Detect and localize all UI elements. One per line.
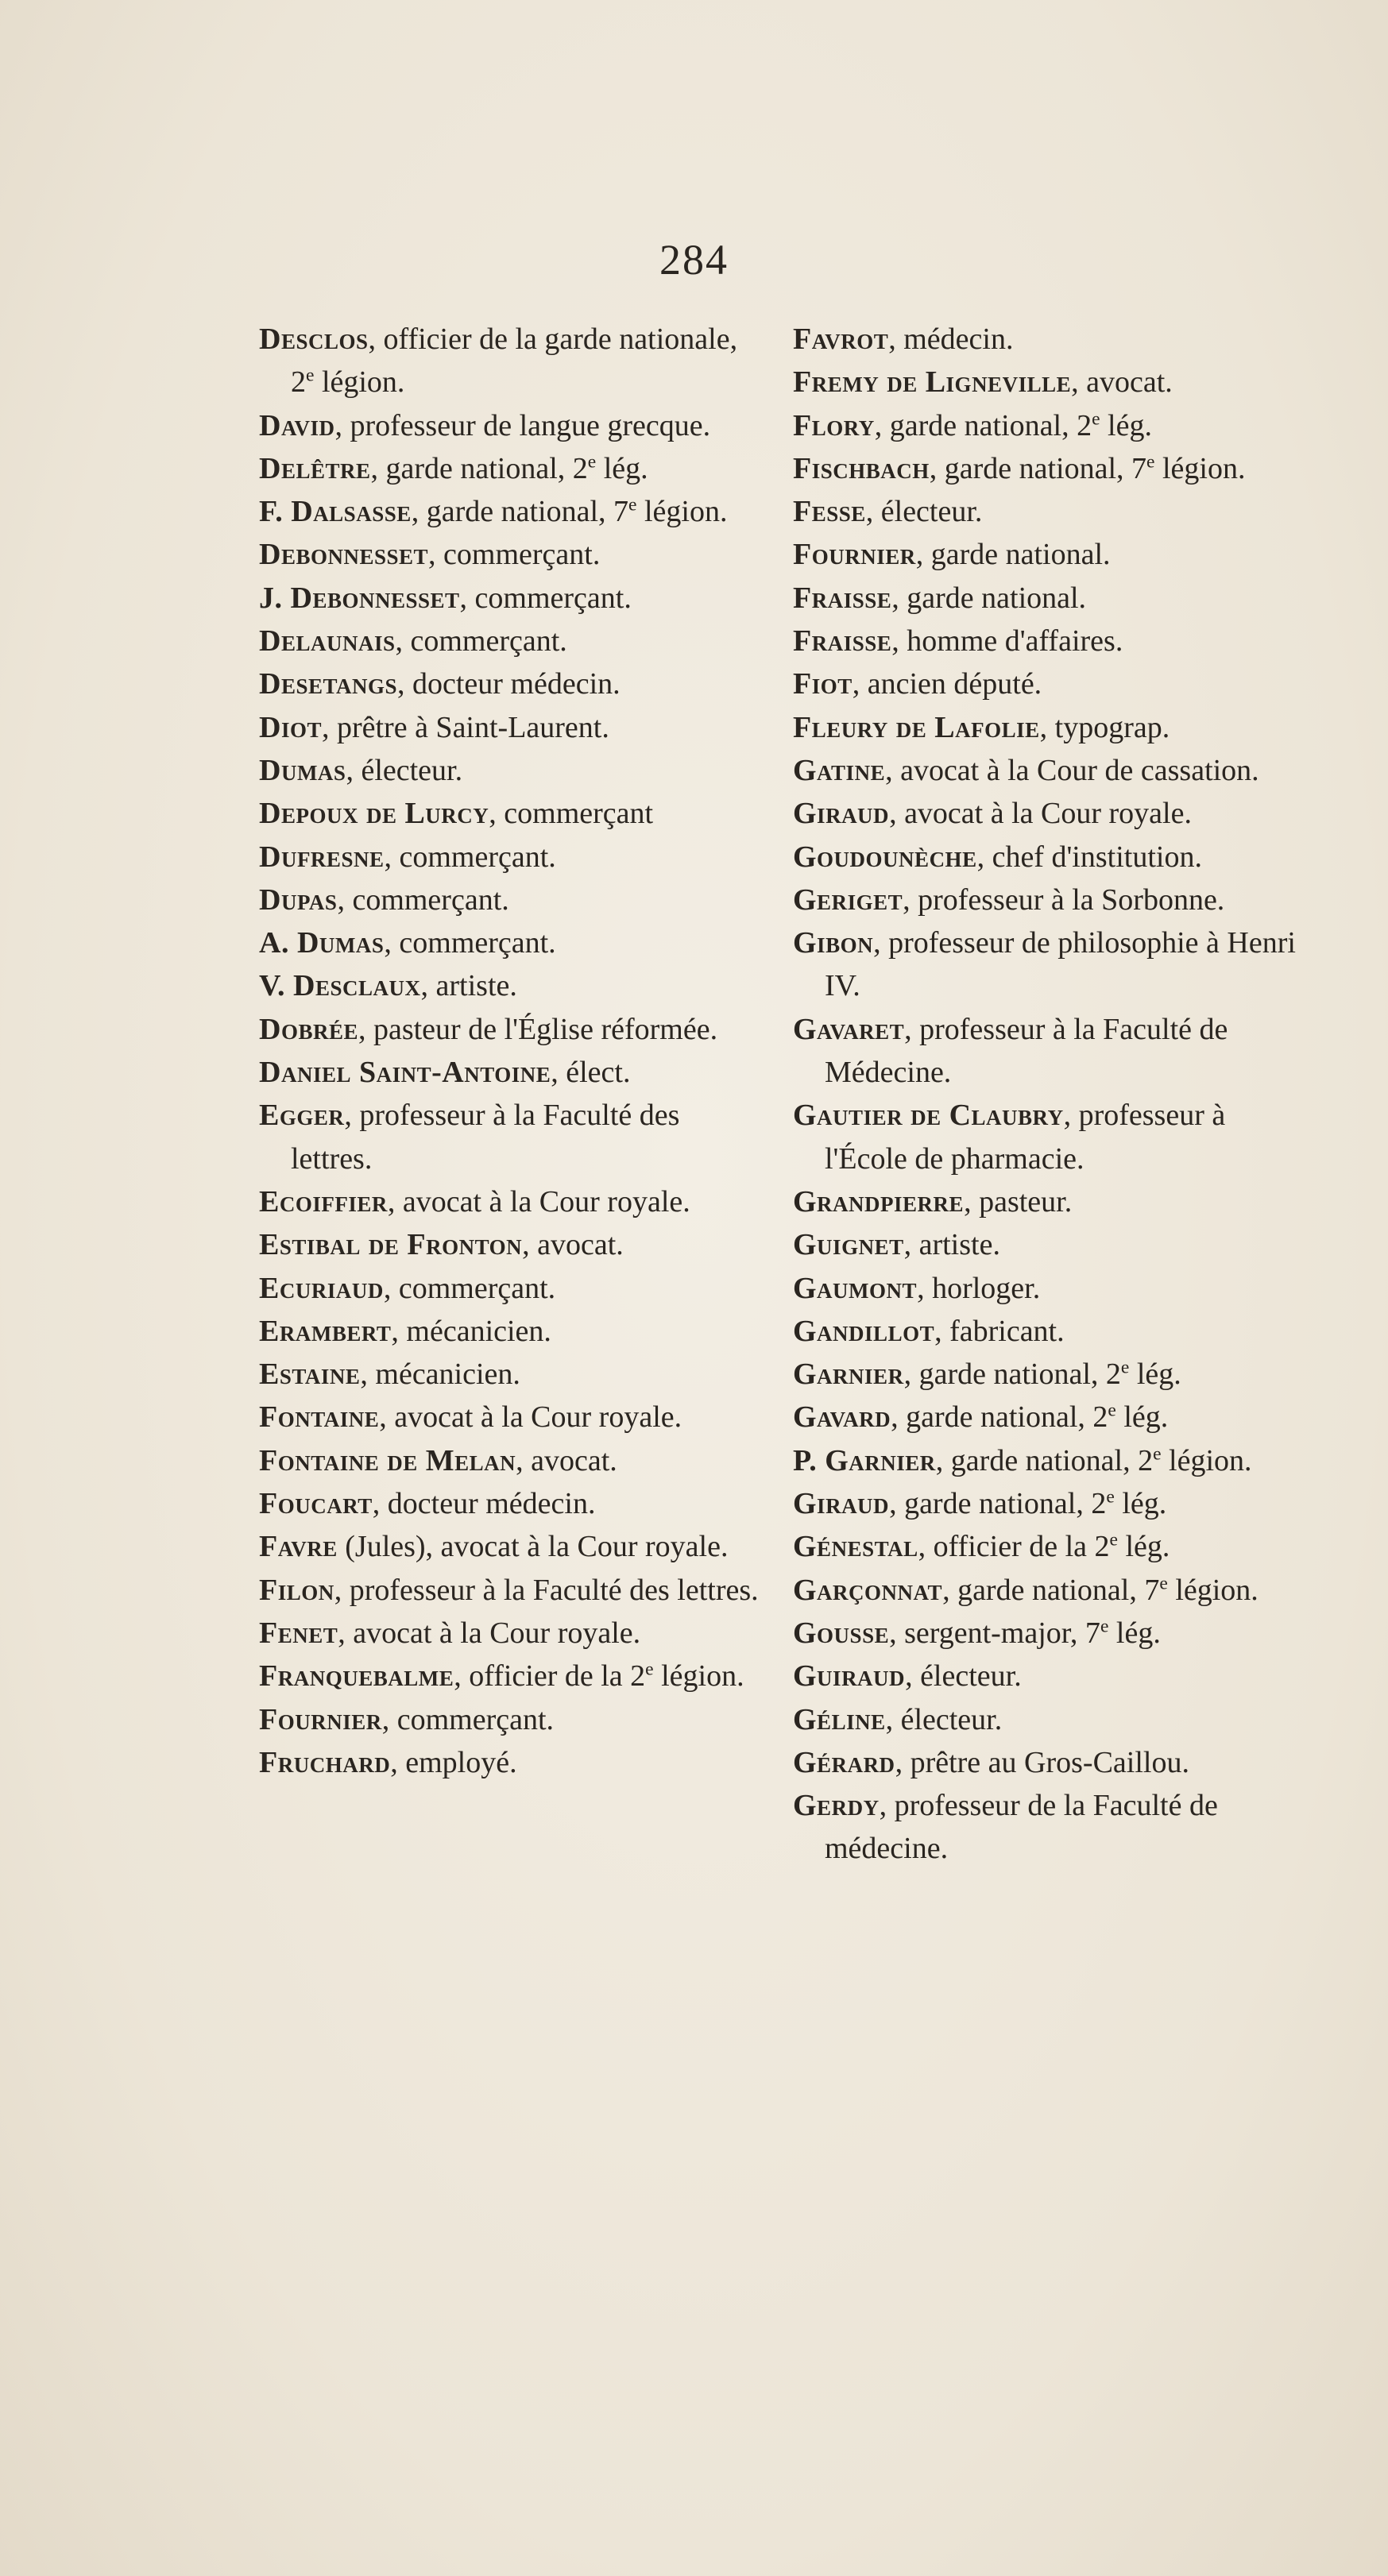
list-entry bbox=[793, 1439, 1311, 1482]
entry-description: , électeur. bbox=[885, 1702, 1003, 1736]
entry-name: Fischbach bbox=[793, 451, 930, 485]
entry-name: Gérard bbox=[793, 1745, 895, 1779]
list-entry bbox=[259, 1008, 767, 1051]
list-entry bbox=[259, 662, 767, 705]
entry-description: , mécanicien. bbox=[391, 1314, 551, 1348]
entry-name: Fraisse bbox=[793, 624, 892, 658]
list-entry bbox=[259, 1094, 767, 1180]
list-entry bbox=[259, 1612, 767, 1655]
entry-description: , avocat. bbox=[1071, 365, 1173, 400]
entry-name: Ecuriaud bbox=[259, 1271, 384, 1305]
entry-name: Fournier bbox=[793, 538, 916, 572]
entry-name: Filon bbox=[259, 1573, 334, 1607]
list-entry bbox=[259, 1525, 767, 1568]
list-entry bbox=[259, 1267, 767, 1310]
entry-description: , mécanicien. bbox=[360, 1358, 520, 1392]
list-entry bbox=[259, 1698, 767, 1741]
list-entry bbox=[793, 1008, 1311, 1095]
entry-description: , avocat à la Cour de cassation. bbox=[885, 753, 1259, 787]
list-entry bbox=[259, 964, 767, 1007]
entry-name: Génestal bbox=[793, 1530, 918, 1564]
list-entry bbox=[793, 662, 1311, 705]
entry-name: V. Desclaux bbox=[259, 969, 421, 1003]
list-entry bbox=[793, 1310, 1311, 1353]
list-entry bbox=[793, 1655, 1311, 1697]
list-entry bbox=[259, 490, 767, 533]
entry-name: Gautier de Claubry bbox=[793, 1099, 1064, 1133]
entry-name: Dufresne bbox=[259, 840, 385, 874]
entry-name: F. Dalsasse bbox=[259, 495, 412, 529]
list-entry bbox=[259, 706, 767, 749]
entry-name: Fruchard bbox=[259, 1745, 391, 1779]
list-entry bbox=[793, 792, 1311, 835]
entry-description: , typograp. bbox=[1039, 710, 1170, 744]
list-entry bbox=[793, 1353, 1311, 1396]
entry-description: , commerçant. bbox=[381, 1702, 555, 1736]
entry-description: , professeur à la Faculté de Médecine. bbox=[825, 1012, 1228, 1090]
list-entry bbox=[259, 620, 767, 662]
list-entry bbox=[793, 1525, 1311, 1568]
entry-name: Gibon bbox=[793, 926, 874, 960]
list-entry bbox=[793, 1223, 1311, 1266]
entry-description: , garde national, 7e légion. bbox=[929, 451, 1246, 485]
entry-name: Fraisse bbox=[793, 581, 892, 615]
entry-description: , avocat. bbox=[522, 1228, 624, 1262]
entry-description: , pasteur. bbox=[964, 1184, 1073, 1218]
list-entry bbox=[259, 1482, 767, 1525]
entry-name: Géline bbox=[793, 1702, 886, 1736]
entry-name: Ecoiffier bbox=[259, 1184, 388, 1218]
list-entry bbox=[793, 318, 1311, 361]
list-entry bbox=[793, 1396, 1311, 1439]
entry-description: , garde national, 2e lég. bbox=[889, 1486, 1167, 1521]
entry-name: Erambert bbox=[259, 1314, 392, 1348]
entry-name: J. Debonnesset bbox=[259, 581, 460, 615]
entry-description: , avocat à la Cour royale. bbox=[338, 1616, 641, 1650]
list-entry bbox=[259, 879, 767, 921]
list-entry bbox=[793, 1482, 1311, 1525]
list-entry bbox=[793, 533, 1311, 576]
entry-name: Dumas bbox=[259, 753, 346, 787]
entry-description: , pasteur de l'Église réformée. bbox=[358, 1012, 718, 1046]
list-entry bbox=[259, 1353, 767, 1396]
entry-name: P. Garnier bbox=[793, 1443, 936, 1477]
entry-description: , garde national, 2e lég. bbox=[891, 1400, 1169, 1435]
entry-description: , commerçant. bbox=[459, 581, 632, 615]
entry-description: , homme d'affaires. bbox=[891, 624, 1123, 658]
entry-name: Fournier bbox=[259, 1702, 382, 1736]
list-entry bbox=[259, 533, 767, 576]
entry-description: , commerçant bbox=[489, 797, 654, 831]
entry-name: Fontaine bbox=[259, 1400, 380, 1435]
list-entry bbox=[259, 447, 767, 490]
entry-description: , officier de la 2e lég. bbox=[918, 1529, 1170, 1564]
list-entry bbox=[259, 749, 767, 792]
entry-description: , garde national, 2e lég. bbox=[874, 407, 1152, 442]
list-entry bbox=[259, 1051, 767, 1094]
entry-name: Favrot bbox=[793, 322, 889, 356]
entry-name: Garçonnat bbox=[793, 1573, 943, 1607]
entry-description: , sergent-major, 7e lég. bbox=[889, 1616, 1161, 1650]
entry-description: , commerçant. bbox=[384, 926, 556, 960]
entry-name: Fleury de Lafolie bbox=[793, 710, 1040, 744]
entry-name: Daniel Saint-Antoine bbox=[259, 1056, 551, 1090]
entry-name: Fiot bbox=[793, 667, 853, 701]
entry-description: , officier de la 2e légion. bbox=[454, 1659, 744, 1694]
list-entry bbox=[793, 921, 1311, 1008]
entry-name: Depoux de Lurcy bbox=[259, 797, 489, 831]
entry-name: A. Dumas bbox=[259, 926, 385, 960]
entry-name: Goudounèche bbox=[793, 840, 977, 874]
entry-description: , docteur médecin. bbox=[397, 667, 621, 701]
entry-description: , commerçant. bbox=[384, 840, 556, 874]
list-entry bbox=[793, 1698, 1311, 1741]
entry-description: , professeur à la Faculté des lettres. bbox=[334, 1573, 759, 1607]
entry-description: , commerçant. bbox=[337, 882, 509, 917]
entry-name: Guiraud bbox=[793, 1659, 906, 1694]
entry-name: Dupas bbox=[259, 882, 338, 917]
list-entry bbox=[793, 879, 1311, 921]
entry-description: , avocat à la Cour royale. bbox=[387, 1184, 690, 1218]
entry-description: , garde national. bbox=[891, 581, 1087, 615]
entry-name: Flory bbox=[793, 408, 875, 442]
entry-description: , prêtre au Gros-Caillou. bbox=[895, 1745, 1189, 1779]
entry-name: Gaumont bbox=[793, 1271, 918, 1305]
entry-description: , officier de la garde nationale, 2e légion. bbox=[291, 322, 738, 400]
list-entry bbox=[793, 620, 1311, 662]
list-entry bbox=[793, 1267, 1311, 1310]
entry-name: Fenet bbox=[259, 1616, 338, 1650]
entry-description: , élect. bbox=[551, 1056, 631, 1090]
entry-description: , garde national, 7e légion. bbox=[411, 494, 728, 529]
list-entry bbox=[259, 1223, 767, 1266]
entry-description: , commerçant. bbox=[428, 538, 601, 572]
entry-description: , garde national, 2e légion. bbox=[935, 1443, 1252, 1477]
list-entry bbox=[259, 1569, 767, 1612]
list-entry bbox=[793, 577, 1311, 620]
list-entry bbox=[259, 1180, 767, 1223]
list-entry bbox=[793, 1180, 1311, 1223]
list-entry bbox=[259, 404, 767, 447]
entry-name: Diot bbox=[259, 710, 322, 744]
entry-name: Dobrée bbox=[259, 1012, 358, 1046]
entry-description: , professeur à la Faculté des lettres. bbox=[291, 1099, 680, 1176]
list-entry bbox=[793, 1741, 1311, 1784]
entry-description: , médecin. bbox=[888, 322, 1014, 356]
list-entry bbox=[793, 1612, 1311, 1655]
entry-name: Gerdy bbox=[793, 1789, 880, 1823]
entry-description: , commerçant. bbox=[395, 624, 567, 658]
entry-description: , prêtre à Saint-Laurent. bbox=[321, 710, 609, 744]
list-entry bbox=[259, 1310, 767, 1353]
entry-description: , professeur de langue grecque. bbox=[334, 408, 711, 442]
entry-description: , avocat. bbox=[516, 1443, 617, 1477]
entry-description: , électeur. bbox=[905, 1659, 1022, 1694]
entry-name: Fremy de Ligneville bbox=[793, 365, 1072, 400]
entry-description: , avocat à la Cour royale. bbox=[889, 797, 1192, 831]
list-entry bbox=[793, 836, 1311, 879]
entry-description: , artiste. bbox=[420, 969, 517, 1003]
entry-description: , électeur. bbox=[346, 753, 463, 787]
list-entry bbox=[259, 921, 767, 964]
page-number: 284 bbox=[659, 236, 729, 284]
entry-description: , professeur de la Faculté de médecine. bbox=[825, 1789, 1218, 1866]
entry-name: Desetangs bbox=[259, 667, 397, 701]
list-entry bbox=[259, 1439, 767, 1482]
list-entry bbox=[259, 1396, 767, 1439]
entry-name: Fesse bbox=[793, 495, 866, 529]
entry-name: Delaunais bbox=[259, 624, 396, 658]
entry-description: , garde national, 2e lég. bbox=[903, 1357, 1181, 1392]
entry-name: Geriget bbox=[793, 882, 903, 917]
list-entry bbox=[793, 1784, 1311, 1871]
entry-name: Garnier bbox=[793, 1358, 904, 1392]
entry-name: Favre bbox=[259, 1530, 338, 1564]
list-entry bbox=[259, 318, 767, 404]
entry-name: Foucart bbox=[259, 1487, 373, 1521]
entry-name: Estibal de Fronton bbox=[259, 1228, 523, 1262]
list-entry bbox=[259, 1741, 767, 1784]
entry-description: , fabricant. bbox=[934, 1314, 1065, 1348]
list-entry bbox=[793, 404, 1311, 447]
entry-name: Fontaine de Melan bbox=[259, 1443, 516, 1477]
entry-name: Giraud bbox=[793, 797, 890, 831]
entry-description: , docteur médecin. bbox=[372, 1487, 596, 1521]
entry-description: , horloger. bbox=[917, 1271, 1041, 1305]
entry-name: Guignet bbox=[793, 1228, 904, 1262]
entry-description: , garde national, 2e lég. bbox=[370, 451, 648, 485]
entry-name: Gavaret bbox=[793, 1012, 905, 1046]
entry-name: Gatine bbox=[793, 753, 886, 787]
entry-name: Gousse bbox=[793, 1616, 890, 1650]
entry-name: David bbox=[259, 408, 335, 442]
entry-name: Gavard bbox=[793, 1400, 891, 1435]
entry-name: Debonnesset bbox=[259, 538, 429, 572]
list-entry bbox=[793, 1569, 1311, 1612]
entry-description: , professeur à l'École de pharmacie. bbox=[825, 1099, 1226, 1176]
entry-description: , commerçant. bbox=[383, 1271, 556, 1305]
list-entry bbox=[259, 792, 767, 835]
entry-description: (Jules), avocat à la Cour royale. bbox=[337, 1530, 729, 1564]
entry-name: Grandpierre bbox=[793, 1184, 965, 1218]
entry-description: , avocat à la Cour royale. bbox=[379, 1400, 682, 1435]
list-entry bbox=[259, 1655, 767, 1697]
entry-name: Gandillot bbox=[793, 1314, 935, 1348]
entry-name: Franquebalme bbox=[259, 1659, 454, 1694]
list-entry bbox=[259, 577, 767, 620]
entry-description: , professeur de philosophie à Henri IV. bbox=[825, 926, 1296, 1003]
entry-name: Delêtre bbox=[259, 451, 371, 485]
entry-description: , artiste. bbox=[903, 1228, 1000, 1262]
entry-description: , employé. bbox=[390, 1745, 517, 1779]
entry-description: , garde national. bbox=[915, 538, 1111, 572]
list-entry bbox=[793, 1094, 1311, 1180]
list-entry bbox=[793, 361, 1311, 404]
entry-name: Giraud bbox=[793, 1487, 890, 1521]
entry-name: Desclos bbox=[259, 322, 369, 356]
left-column bbox=[259, 318, 767, 1784]
list-entry bbox=[259, 836, 767, 879]
entry-description: , professeur à la Sorbonne. bbox=[903, 882, 1225, 917]
entry-description: , ancien député. bbox=[852, 667, 1042, 701]
entry-description: , chef d'institution. bbox=[976, 840, 1202, 874]
list-entry bbox=[793, 490, 1311, 533]
entry-description: , électeur. bbox=[865, 495, 983, 529]
entry-name: Egger bbox=[259, 1099, 345, 1133]
list-entry bbox=[793, 749, 1311, 792]
list-entry bbox=[793, 447, 1311, 490]
entry-name: Estaine bbox=[259, 1358, 361, 1392]
right-column bbox=[793, 318, 1311, 1871]
list-entry bbox=[793, 706, 1311, 749]
entry-description: , garde national, 7e légion. bbox=[942, 1572, 1258, 1607]
